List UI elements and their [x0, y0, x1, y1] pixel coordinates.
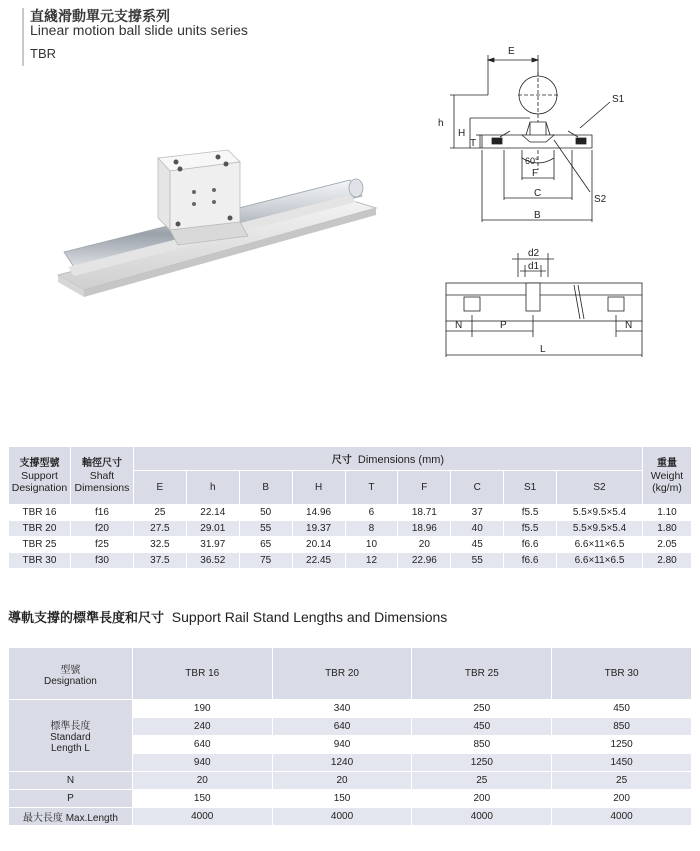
table-cell: 5.5×9.5×5.4 — [557, 505, 643, 521]
table-row — [9, 521, 692, 537]
table-cell: 200 — [412, 790, 552, 808]
table-cell: 4000 — [272, 808, 412, 826]
page-title-en: Linear motion ball slide units series — [30, 22, 248, 38]
label-e: E — [508, 46, 515, 57]
table-cell: 22.45 — [292, 553, 345, 569]
p-label: P — [9, 790, 133, 808]
table-cell: 850 — [412, 736, 552, 754]
table-cell: 200 — [552, 790, 692, 808]
table-cell: 2.05 — [642, 537, 691, 553]
label-angle: 60° — [525, 156, 539, 166]
label-d1: d1 — [528, 261, 540, 272]
label-s2: S2 — [594, 194, 607, 205]
table-cell: 5.5×9.5×5.4 — [557, 521, 643, 537]
table-cell: 75 — [239, 553, 292, 569]
table-cell: 150 — [132, 790, 272, 808]
table-cell: 20 — [132, 772, 272, 790]
dim-col-header: S2 — [557, 471, 643, 505]
table-cell: 250 — [412, 700, 552, 718]
table-cell: 1450 — [552, 754, 692, 772]
table-cell: 37.5 — [133, 553, 186, 569]
table-cell: 20 — [272, 772, 412, 790]
section2-title: 導軌支撐的標準長度和尺寸 Support Rail Stand Lengths and Dimensions — [8, 609, 448, 626]
table-cell: 14.96 — [292, 505, 345, 521]
table-cell: 1250 — [552, 736, 692, 754]
table-cell: 6.6×11×6.5 — [557, 537, 643, 553]
standard-length-label: 標準長度 Standard Length L — [9, 700, 133, 772]
table-cell: 1.80 — [642, 521, 691, 537]
table-cell: TBR 20 — [9, 521, 71, 537]
table-row — [9, 505, 692, 521]
label-t: T — [470, 138, 477, 149]
table-cell: 32.5 — [133, 537, 186, 553]
col-designation-header: 支撐型號 Support Designation — [9, 447, 71, 505]
table-cell: f6.6 — [504, 553, 557, 569]
table-cell: 29.01 — [186, 521, 239, 537]
table-cell: 1240 — [272, 754, 412, 772]
table-cell: f16 — [70, 505, 133, 521]
table-cell: 18.71 — [398, 505, 451, 521]
table-cell: 18.96 — [398, 521, 451, 537]
table-cell: 940 — [272, 736, 412, 754]
max-length-label: 最大長度 Max.Length — [9, 808, 133, 826]
table-cell: 37 — [451, 505, 504, 521]
dim-col-header: T — [345, 471, 398, 505]
table-row — [9, 700, 692, 718]
table-cell: 22.96 — [398, 553, 451, 569]
table-cell: TBR 16 — [9, 505, 71, 521]
n-label: N — [9, 772, 133, 790]
table-cell: 50 — [239, 505, 292, 521]
table-cell: 20.14 — [292, 537, 345, 553]
table-cell: 150 — [272, 790, 412, 808]
dim-col-header: F — [398, 471, 451, 505]
table-cell: 65 — [239, 537, 292, 553]
table-cell: 640 — [272, 718, 412, 736]
table-cell: 6.6×11×6.5 — [557, 553, 643, 569]
table-cell: 4000 — [132, 808, 272, 826]
model-header: TBR 20 — [272, 648, 412, 700]
table-cell: 850 — [552, 718, 692, 736]
table-cell: f30 — [70, 553, 133, 569]
table-cell: 450 — [412, 718, 552, 736]
label-f: F — [532, 168, 539, 179]
table-cell: 31.97 — [186, 537, 239, 553]
table-row — [9, 790, 692, 808]
table-row — [9, 772, 692, 790]
table-cell: 190 — [132, 700, 272, 718]
dim-col-header: B — [239, 471, 292, 505]
table-cell: 450 — [552, 700, 692, 718]
table-row — [9, 537, 692, 553]
table-cell: 8 — [345, 521, 398, 537]
designation-header: 型號 Designation — [9, 648, 133, 700]
label-c: C — [534, 188, 542, 199]
product-photo — [50, 140, 380, 310]
dim-col-header: H — [292, 471, 345, 505]
table-cell: 6 — [345, 505, 398, 521]
table-cell: 40 — [451, 521, 504, 537]
label-b: B — [534, 210, 541, 221]
side-view-drawing — [430, 245, 650, 365]
header-accent-bar — [22, 8, 24, 66]
table-cell: 25 — [552, 772, 692, 790]
table-cell: 12 — [345, 553, 398, 569]
table-cell: 1250 — [412, 754, 552, 772]
table-cell: 20 — [398, 537, 451, 553]
table-cell: 45 — [451, 537, 504, 553]
table-cell: 22.14 — [186, 505, 239, 521]
dim-col-header: S1 — [504, 471, 557, 505]
table-cell: 2.80 — [642, 553, 691, 569]
label-n-left: N — [455, 320, 463, 331]
table-cell: TBR 30 — [9, 553, 71, 569]
table-cell: f6.6 — [504, 537, 557, 553]
col-shaft-header: 軸徑尺寸 Shaft Dimensions — [70, 447, 133, 505]
dim-col-header: E — [133, 471, 186, 505]
table-cell: 940 — [132, 754, 272, 772]
label-h: h — [438, 118, 444, 129]
table-cell: f5.5 — [504, 521, 557, 537]
table-cell: 25 — [133, 505, 186, 521]
table-cell: 10 — [345, 537, 398, 553]
table-cell: f25 — [70, 537, 133, 553]
label-d2: d2 — [528, 248, 540, 259]
table-cell: 27.5 — [133, 521, 186, 537]
dim-col-header: C — [451, 471, 504, 505]
page-title-cn: 直綫滑動單元支撐系列 — [30, 9, 170, 25]
table-cell: f20 — [70, 521, 133, 537]
model-header: TBR 16 — [132, 648, 272, 700]
table-cell: 55 — [239, 521, 292, 537]
table-row — [9, 553, 692, 569]
dims-group-header: 尺寸 Dimensions (mm) — [133, 447, 642, 471]
table-cell: 36.52 — [186, 553, 239, 569]
cross-section-drawing — [430, 40, 650, 240]
label-cap-h: H — [458, 128, 466, 139]
model-header: TBR 25 — [412, 648, 552, 700]
label-n-right: N — [625, 320, 633, 331]
table-cell: 1.10 — [642, 505, 691, 521]
table-cell: f5.5 — [504, 505, 557, 521]
table-cell: TBR 25 — [9, 537, 71, 553]
model-code: TBR — [30, 46, 56, 61]
table-cell: 25 — [412, 772, 552, 790]
dimensions-table — [8, 446, 692, 569]
dim-col-header: h — [186, 471, 239, 505]
label-p: P — [500, 320, 507, 331]
table-cell: 55 — [451, 553, 504, 569]
model-header: TBR 30 — [552, 648, 692, 700]
table-cell: 640 — [132, 736, 272, 754]
rail-lengths-table — [8, 647, 692, 826]
table-cell: 19.37 — [292, 521, 345, 537]
table-cell: 4000 — [552, 808, 692, 826]
table-cell: 340 — [272, 700, 412, 718]
table-row — [9, 808, 692, 826]
table-cell: 240 — [132, 718, 272, 736]
col-weight-header: 重量 Weight (kg/m) — [642, 447, 691, 505]
label-l: L — [540, 344, 546, 355]
label-s1: S1 — [612, 94, 625, 105]
table-cell: 4000 — [412, 808, 552, 826]
